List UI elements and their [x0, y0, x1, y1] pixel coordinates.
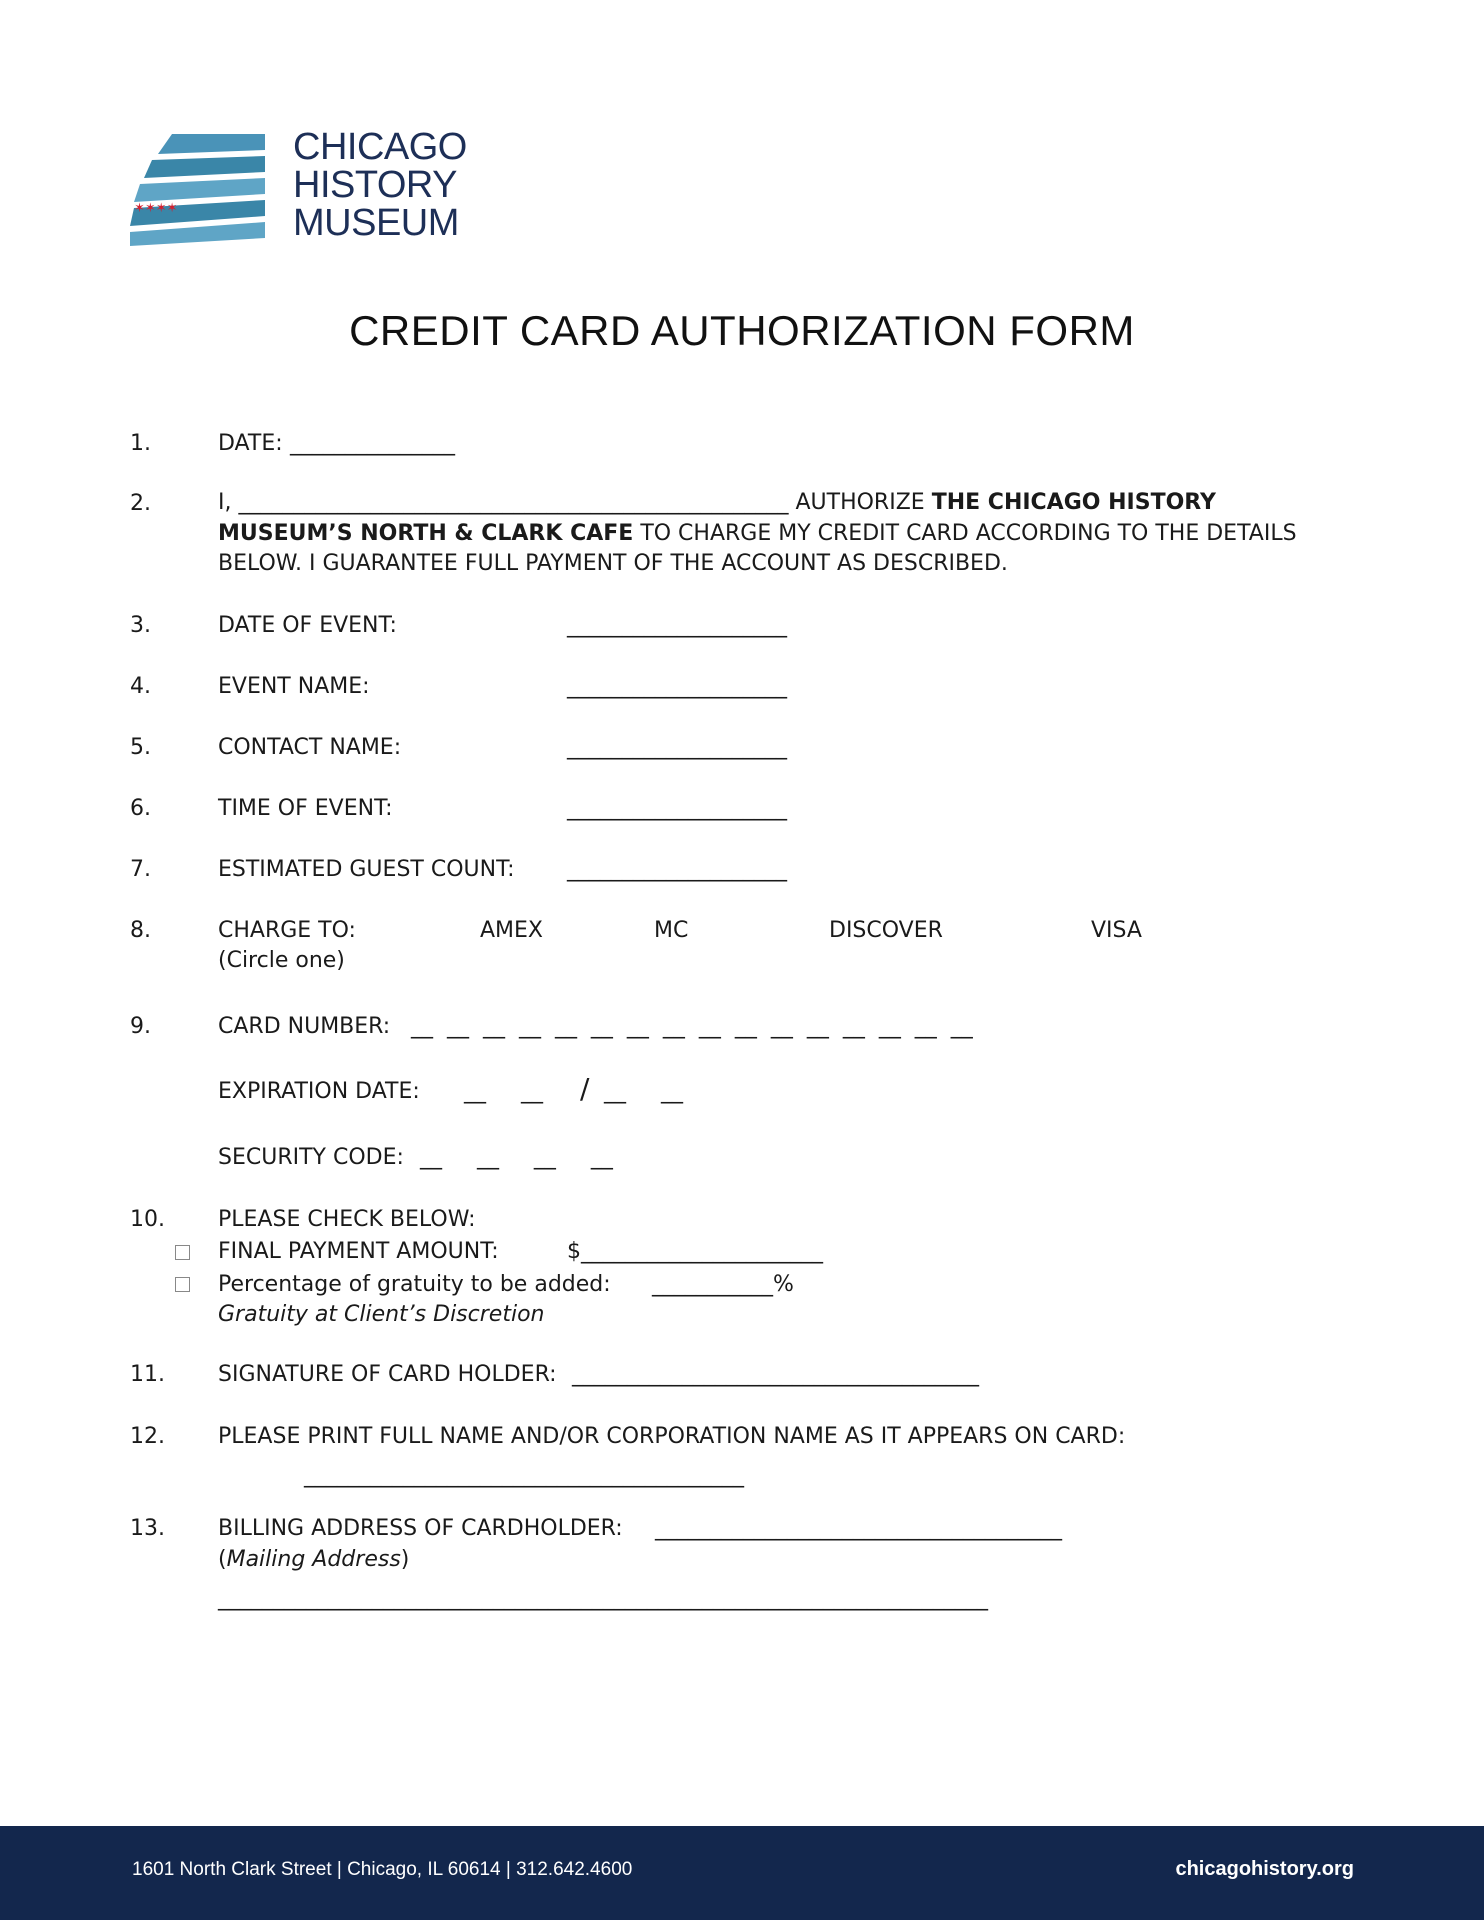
- card-option-discover[interactable]: DISCOVER: [829, 918, 943, 943]
- item-number: 12.: [130, 1424, 165, 1449]
- authorizer-name-field[interactable]: __________________________________________________: [238, 490, 789, 515]
- date-label: DATE:: [218, 431, 283, 456]
- item-number: 4.: [130, 674, 151, 699]
- item-security-code: [0, 1143, 1484, 1173]
- auth-cafe-name: THE CHICAGO HISTORY MUSEUM’S NORTH & CLARK CAFE: [218, 490, 1216, 546]
- time-of-event-field[interactable]: ____________________: [567, 796, 787, 821]
- footer-bar: [0, 1826, 1484, 1920]
- item-print-name-line: [0, 1461, 1484, 1491]
- signature-field[interactable]: _____________________________________: [572, 1362, 979, 1387]
- date-of-event-field[interactable]: ____________________: [567, 613, 787, 638]
- auth-i: I,: [218, 490, 232, 515]
- signature-label: SIGNATURE OF CARD HOLDER:: [218, 1362, 557, 1387]
- item-gratuity-note: [0, 1300, 1484, 1330]
- item-number: 6.: [130, 796, 151, 821]
- item-billing-line-2: [0, 1584, 1484, 1614]
- date-field[interactable]: _______________: [290, 431, 455, 456]
- contact-name-label: CONTACT NAME:: [218, 735, 402, 760]
- card-option-mc[interactable]: MC: [654, 918, 689, 943]
- guest-count-field[interactable]: ____________________: [567, 857, 787, 882]
- expiration-year-field[interactable]: __ __: [604, 1079, 683, 1104]
- item-contact-name: [0, 733, 1484, 763]
- billing-label: BILLING ADDRESS OF CARDHOLDER:: [218, 1516, 623, 1541]
- mailing-address-label: Mailing Address: [226, 1547, 401, 1572]
- footer-website-link[interactable]: chicagohistory.org: [1175, 1858, 1354, 1880]
- final-payment-field[interactable]: $______________________: [567, 1239, 823, 1264]
- item-event-name: [0, 672, 1484, 702]
- mailing-paren-open: (: [218, 1547, 227, 1572]
- date-of-event-label: DATE OF EVENT:: [218, 613, 397, 638]
- card-option-visa[interactable]: VISA: [1091, 918, 1142, 943]
- event-name-label: EVENT NAME:: [218, 674, 370, 699]
- item-number: 8.: [130, 918, 151, 943]
- logo-line-1: CHICAGO: [293, 126, 467, 168]
- print-name-label: PLEASE PRINT FULL NAME AND/OR CORPORATION NAME AS IT APPEARS ON CARD:: [218, 1424, 1126, 1449]
- item-number: 3.: [130, 613, 151, 638]
- item-number: 11.: [130, 1362, 165, 1387]
- expiration-month-field[interactable]: __ __: [464, 1079, 543, 1104]
- item-print-name: [0, 1422, 1484, 1452]
- museum-logo: [130, 128, 500, 258]
- item-number: 7.: [130, 857, 151, 882]
- authorization-statement: [218, 488, 1328, 580]
- item-check-below: [0, 1205, 1484, 1235]
- item-mailing-note: [0, 1545, 1484, 1575]
- circle-one-note: (Circle one): [218, 948, 345, 973]
- billing-line-2-field[interactable]: ______________________________________________________________________: [218, 1586, 988, 1611]
- mailing-note: [218, 1545, 409, 1575]
- item-number: 10.: [130, 1207, 165, 1232]
- event-name-field[interactable]: ____________________: [567, 674, 787, 699]
- mailing-paren-close: ): [400, 1547, 410, 1572]
- page-title: CREDIT CARD AUTHORIZATION FORM: [349, 307, 1135, 354]
- auth-terms: TO CHARGE MY CREDIT CARD ACCORDING TO THE DETAILS BELOW. I GUARANTEE FULL PAYMENT OF THE ACCOUNT AS DESCRIBED.: [218, 520, 1297, 576]
- gratuity-note: Gratuity at Client’s Discretion: [218, 1302, 545, 1327]
- guest-count-label: ESTIMATED GUEST COUNT:: [218, 857, 515, 882]
- item-number: 2.: [130, 491, 151, 516]
- item-date-of-event: [0, 611, 1484, 641]
- item-final-payment: [0, 1237, 1484, 1267]
- expiration-slash: /: [580, 1072, 590, 1105]
- item-time-of-event: [0, 794, 1484, 824]
- security-code-label: SECURITY CODE:: [218, 1145, 404, 1170]
- footer-address: 1601 North Clark Street | Chicago, IL 60614 | 312.642.4600: [132, 1859, 633, 1880]
- item-date: [0, 429, 1484, 459]
- item-number: 13.: [130, 1516, 165, 1541]
- card-option-amex[interactable]: AMEX: [480, 918, 544, 943]
- contact-name-field[interactable]: ____________________: [567, 735, 787, 760]
- item-number: 5.: [130, 735, 151, 760]
- charge-to-label: CHARGE TO:: [218, 918, 356, 943]
- item-guest-count: [0, 855, 1484, 885]
- item-number: 9.: [130, 1014, 151, 1039]
- print-name-field[interactable]: ________________________________________: [304, 1463, 744, 1488]
- item-gratuity: [0, 1270, 1484, 1300]
- flag-stripes-logo-icon: [130, 128, 270, 248]
- item-signature: [0, 1360, 1484, 1390]
- item-billing: [0, 1514, 1484, 1544]
- gratuity-label: Percentage of gratuity to be added:: [218, 1272, 611, 1297]
- final-payment-label: FINAL PAYMENT AMOUNT:: [218, 1239, 499, 1264]
- svg-text:✶✶✶✶: ✶✶✶✶: [134, 201, 178, 216]
- billing-field[interactable]: _____________________________________: [655, 1516, 1062, 1541]
- item-charge-to: [0, 916, 1484, 976]
- card-number-field[interactable]: __ __ __ __ __ __ __ __ __ __ __ __ __ __ __ __: [411, 1014, 973, 1039]
- item-expiration: [0, 1072, 1484, 1109]
- logo-wordmark: [293, 128, 467, 242]
- auth-word: AUTHORIZE: [795, 490, 925, 515]
- logo-line-3: MUSEUM: [293, 202, 459, 244]
- security-code-field[interactable]: __ __ __ __: [420, 1145, 613, 1170]
- item-card-number: [0, 1012, 1484, 1042]
- time-of-event-label: TIME OF EVENT:: [218, 796, 393, 821]
- logo-line-2: HISTORY: [293, 164, 458, 206]
- item-number: 1.: [130, 431, 151, 456]
- gratuity-field[interactable]: ___________%: [652, 1272, 794, 1297]
- expiration-label: EXPIRATION DATE:: [218, 1079, 420, 1104]
- check-below-label: PLEASE CHECK BELOW:: [218, 1207, 476, 1232]
- card-number-label: CARD NUMBER:: [218, 1014, 391, 1039]
